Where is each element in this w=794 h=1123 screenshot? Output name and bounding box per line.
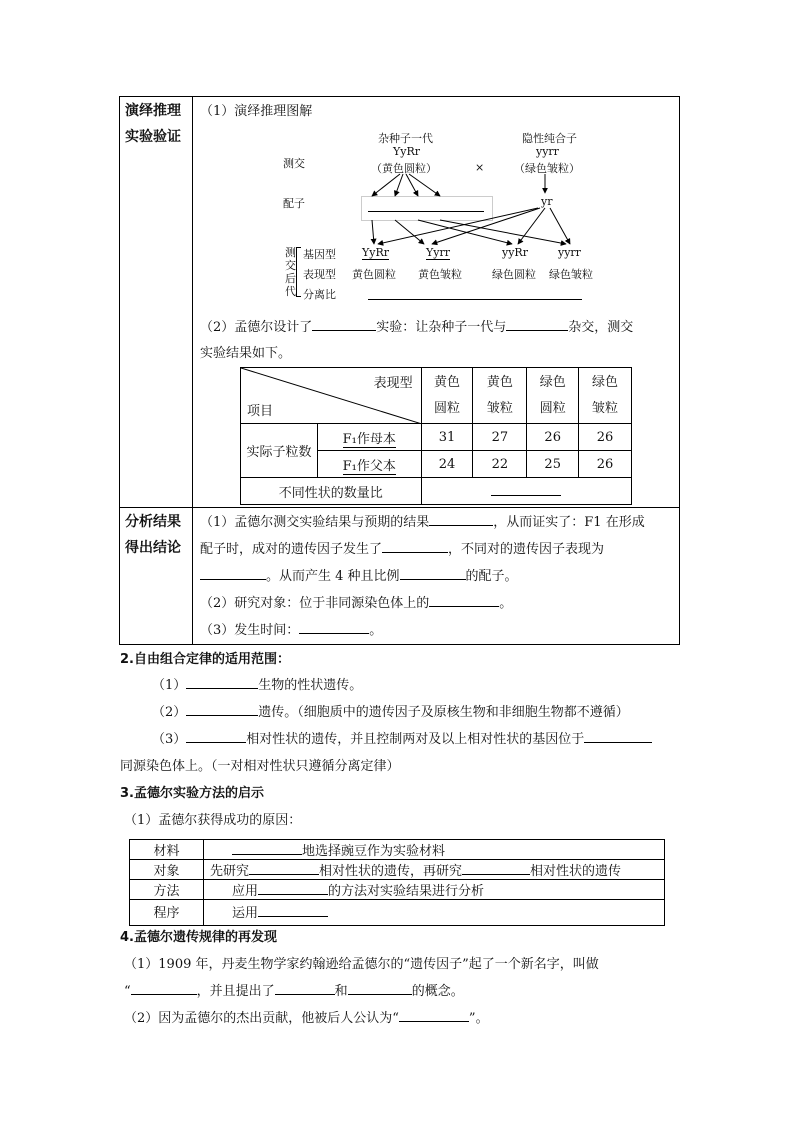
label-testcross: 测交 [283, 157, 305, 170]
hybrid-gene: YyRr [393, 145, 421, 158]
recessive-phenotype: （绿色皱粒） [514, 162, 580, 175]
blank-inheritance[interactable] [186, 703, 258, 716]
label-genotype: 基因型 [303, 248, 336, 261]
phenotype-2: 黄色皱粒 [418, 268, 462, 281]
blank-gene[interactable] [131, 982, 197, 995]
table-corner [241, 368, 422, 424]
recessive-name: 隐性纯合子 [522, 132, 577, 145]
p2-line1: （2）孟德尔设计了 实验：让杂种子一代与 杂交，测交 [200, 320, 634, 335]
diagram-arrows [0, 0, 794, 300]
offspring-side-label: 测 交 后 代 [285, 246, 296, 298]
col-green-wrinkled: 绿色 皱粒 [579, 368, 632, 424]
p2-line2: 实验结果如下。 [200, 346, 292, 361]
blank-research-object[interactable] [429, 594, 499, 607]
reason-procedure: 运用 [204, 900, 665, 926]
cell: 25 [527, 451, 579, 478]
reason-label-material: 材料 [130, 840, 204, 860]
reason-label-object: 对象 [130, 860, 204, 880]
recessive-gene: yyrr [536, 145, 559, 158]
section4-heading: 4.孟德尔遗传规律的再发现 [120, 930, 277, 945]
phenotype-4: 绿色皱粒 [549, 268, 593, 281]
genotype-3: yyRr [502, 246, 528, 259]
blank-multiple-pairs[interactable] [462, 862, 530, 875]
cell: 26 [579, 451, 632, 478]
section4-line2: “ ，并且提出了 和 的概念。 [124, 984, 464, 999]
success-reasons-table [129, 839, 665, 926]
conclusion-line2: 配子时，成对的遗传因子发生了 ，不同对的遗传因子表现为 [200, 542, 605, 557]
blank-match[interactable] [429, 513, 493, 526]
header-item: 项目 [247, 404, 274, 419]
blank-genotype[interactable] [275, 982, 335, 995]
row-f1-father: F₁作父本 [317, 451, 421, 478]
reason-method: 应用 的方法对实验结果进行分析 [204, 880, 665, 900]
cell: 26 [579, 424, 632, 451]
col-green-round: 绿色 圆粒 [527, 368, 579, 424]
hybrid-phenotype: （黄色圆粒） [371, 162, 437, 175]
row-label-deduction: 演绎推理 [125, 103, 181, 119]
cell: 26 [527, 424, 579, 451]
reason-material: 地选择豌豆作为实验材料 [204, 840, 665, 860]
conclusion-line3: 。从而产生 4 种且比例 的配子。 [200, 565, 518, 584]
row-label-verification: 实验验证 [125, 129, 181, 145]
reason-label-procedure: 程序 [130, 900, 204, 926]
blank-hypothesis-method[interactable] [258, 904, 328, 917]
blank-one-pair[interactable] [249, 862, 319, 875]
genotype-2: Yyrr [426, 246, 450, 259]
hybrid-name: 杂种子一代 [378, 132, 433, 145]
row-f1-mother: F₁作母本 [317, 424, 421, 451]
ratio-answer-cell[interactable] [421, 478, 631, 505]
col-yellow-wrinkled: 黄色 皱粒 [473, 368, 527, 424]
conclusion-line4: （2）研究对象：位于非同源染色体上的 。 [200, 596, 513, 611]
blank-ratio[interactable] [400, 567, 466, 580]
blank-time[interactable] [299, 621, 369, 634]
label-gamete: 配子 [283, 197, 305, 210]
row-ratio-label: 不同性状的数量比 [241, 478, 422, 505]
result-table [240, 367, 632, 505]
cell: 31 [421, 424, 473, 451]
cell: 24 [421, 451, 473, 478]
offspring-bracket [296, 247, 301, 297]
blank-father-of-genetics[interactable] [399, 1009, 469, 1022]
label-phenotype: 表现型 [303, 268, 336, 281]
row-group-actual: 实际子粒数 [241, 424, 318, 478]
section2-line1: （1） 生物的性状遗传。 [152, 678, 363, 693]
genotype-1: YyRr [362, 246, 390, 259]
phenotype-3: 绿色圆粒 [492, 268, 536, 281]
blank-free-combination[interactable] [200, 567, 266, 580]
header-phenotype: 表现型 [373, 376, 413, 391]
phenotype-1: 黄色圆粒 [352, 268, 396, 281]
blank-traits[interactable] [186, 730, 246, 743]
col-yellow-round: 黄色 圆粒 [421, 368, 473, 424]
section2-heading: 2.自由组合定律的适用范围： [120, 652, 290, 667]
label-ratio: 分离比 [303, 288, 336, 301]
diagram-title: （1）演绎推理图解 [200, 104, 313, 119]
section2-line3: （3） 相对性状的遗传，并且控制两对及以上相对性状的基因位于 [152, 728, 652, 747]
reason-label-method: 方法 [130, 880, 204, 900]
section2-line4: 同源染色体上。（一对相对性状只遵循分离定律） [120, 759, 400, 774]
section3-heading: 3.孟德尔实验方法的启示 [120, 786, 264, 801]
blank-experiment[interactable] [312, 318, 376, 331]
reason-object: 先研究 相对性状的遗传，再研究 相对性状的遗传 [204, 860, 665, 880]
cell: 27 [473, 424, 527, 451]
section4-line3: （2）因为孟德尔的杰出贡献，他被后人公认为“ ”。 [124, 1011, 489, 1026]
row-label-conclusion: 得出结论 [125, 540, 181, 556]
gamete-yr: yr [541, 195, 553, 208]
blank-organism[interactable] [186, 676, 258, 689]
cross-symbol: × [475, 161, 485, 174]
section3-sub: （1）孟德尔获得成功的原因： [124, 813, 302, 828]
conclusion-line5: （3）发生时间： 。 [200, 623, 383, 638]
blank-material[interactable] [232, 842, 302, 855]
blank-statistics[interactable] [258, 882, 328, 895]
blank-separation[interactable] [382, 540, 448, 553]
blank-chromosome[interactable] [584, 730, 652, 743]
row-label-analysis: 分析结果 [125, 514, 181, 530]
section2-line2: （2） 遗传。（细胞质中的遗传因子及原核生物和非细胞生物都不遵循） [152, 705, 629, 720]
genotype-4: yyrr [558, 246, 581, 259]
ratio-blank[interactable] [368, 299, 582, 300]
cell: 22 [473, 451, 527, 478]
section4-line1: （1）1909 年，丹麦生物学家约翰逊给孟德尔的“遗传因子”起了一个新名字，叫做 [124, 957, 599, 972]
blank-phenotype[interactable] [348, 982, 412, 995]
blank-cross-partner[interactable] [506, 318, 568, 331]
conclusion-line1: （1）孟德尔测交实验结果与预期的结果 ，从而证实了：F1 在形成 [200, 515, 645, 530]
